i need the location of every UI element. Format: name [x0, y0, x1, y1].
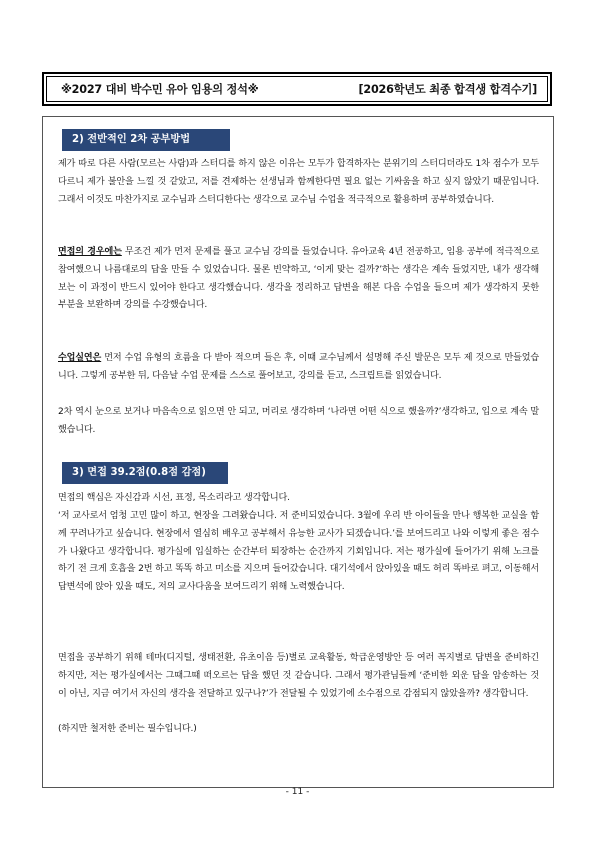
section-heading-study-method: 2) 전반적인 2차 공부방법	[62, 129, 230, 151]
interview-paragraph-3	[58, 650, 539, 703]
study-method-text-1: 제가 따로 다른 사람(모르는 사람)과 스터디를 하지 않은 이유는 모두가 합격하자는 분위기의 스터디더라도 1차 점수가 모두 다르니 제가 불안을 느낄 것 같았고, 저를 견제하는 선생님과 함께한다면 필요 없는 기싸움을 하고 싶지 않았기 때문입니다. 그래서 이것도 마찬가지로 교수님과 스터디한다는 생각으로 교수님 수업을 적극적으로 활용하며 공부하였습니다.	[58, 159, 539, 205]
section-heading-interview: 3) 면접 39.2점(0.8점 감점)	[62, 462, 228, 484]
interview-text-2: ‘저 교사로서 엄청 고민 많이 하고, 현장을 그려왔습니다. 저 준비되었습니다. 3월에 우리 반 아이들을 만나 행복한 교실을 함께 꾸려나가고 싶습니다. 현장에서 열심히 배우고 공부해서 유능한 교사가 되겠습니다.’를 보여드리고 나와 이렇게 좋은 점수가 나왔다고 생각합니다. 평가실에 입실하는 순간부터 퇴장하는 순간까지 기회입니다. 저는 평가실에 들어가기 위해 노크를 하기 전 크게 호흡을 2번 하고 똑똑 하고 미소를 지으며 들어갔습니다. 대기석에서 앉아있을 때도 허리 똑바로 펴고, 이동해서 답변석에 앉아 있을 때도, 저의 교사다움을 보여드리기 위해 노력했습니다.	[58, 511, 539, 593]
banner-subtitle: [2026학년도 최종 합격생 합격수기]	[358, 83, 537, 96]
document-banner	[42, 72, 552, 106]
study-method-paragraph-4	[58, 404, 539, 440]
interview-paragraph-4	[58, 721, 539, 739]
banner-inner-border	[46, 76, 548, 102]
interview-method-text: 무조건 제가 먼저 문제를 풀고 교수님 강의를 들었습니다. 유아교육 4년 전공하고, 임용 공부에 적극적으로 참여했으니 나름대로의 답을 만들 수 있었습니다. 물론 빈약하고, ‘이게 맞는 걸까?’하는 생각은 계속 들었지만, 내가 생각해 보는 이 과정이 반드시 있어야 한다고 생각했습니다. 생각을 정리하고 답변을 해본 다음 수업을 들으며 제가 생각하지 못한 부분을 보완하며 강의를 수강했습니다.	[58, 247, 539, 311]
page-number: - 11 -	[285, 787, 310, 797]
interview-text-1: 면접의 핵심은 자신감과 시선, 표정, 목소리라고 생각합니다.	[58, 493, 290, 503]
interview-paragraph-1	[58, 490, 539, 508]
interview-paragraph-2	[58, 508, 539, 597]
interview-text-4: (하지만 철저한 준비는 필수입니다.)	[58, 724, 197, 734]
interview-lead-text: 면접의 경우에는	[58, 247, 122, 257]
banner-title: ※2027 대비 박수민 유아 임용의 정석※	[61, 83, 259, 96]
demo-lesson-paragraph	[58, 350, 539, 386]
demo-lesson-lead-text: 수업실연은	[58, 353, 102, 363]
study-method-paragraph-1	[58, 156, 539, 209]
study-method-text-4: 2차 역시 눈으로 보거나 마음속으로 읽으면 안 되고, 머리로 생각하며 ‘나라면 어떤 식으로 했을까?’생각하고, 입으로 계속 말했습니다.	[58, 407, 539, 435]
interview-method-paragraph	[58, 244, 539, 315]
demo-lesson-text: 먼저 수업 유형의 흐름을 다 받아 적으며 들은 후, 이때 교수님께서 설명해 주신 발문은 모두 제 것으로 만들었습니다. 그렇게 공부한 뒤, 다음날 수업 문제를 스스로 풀어보고, 강의를 듣고, 스크립트를 읽었습니다.	[58, 353, 539, 381]
interview-text-3: 면접을 공부하기 위해 테마(디지털, 생태전환, 유초이음 등)별로 교육활동, 학급운영방안 등 여러 꼭지별로 답변을 준비하긴 하지만, 저는 평가실에서는 그때그때 떠오르는 답을 했던 것 같습니다. 그래서 평가관님들께 ‘준비한 외운 답을 암송하는 것이 아닌, 지금 여기서 자신의 생각을 전달하고 있구나?’가 전달될 수 있었기에 소수점으로 감점되지 않았을까? 생각합니다.	[58, 653, 539, 699]
